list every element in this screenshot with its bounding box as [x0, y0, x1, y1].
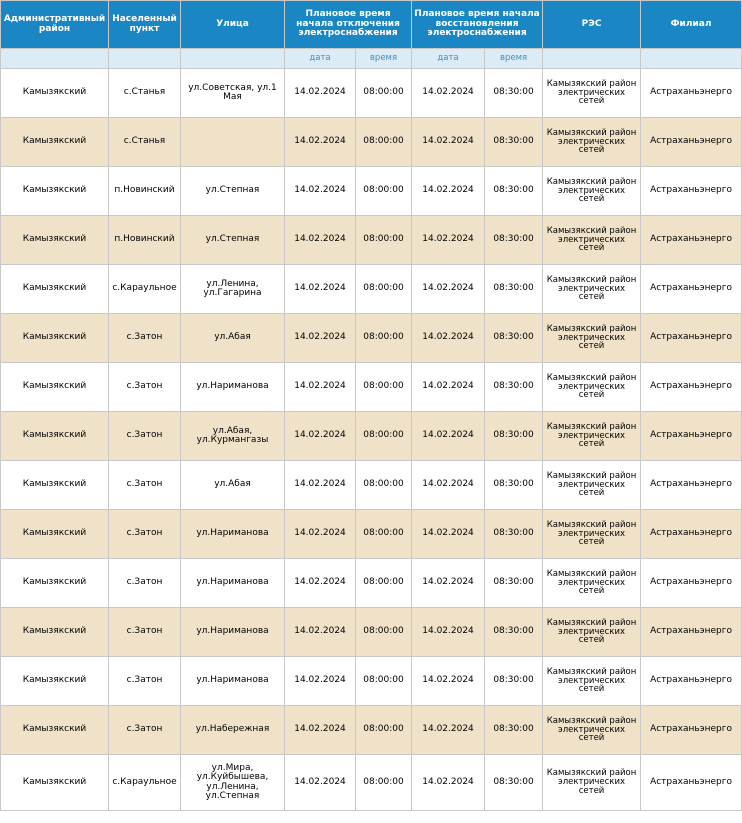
cell-restore-date: 14.02.2024: [412, 559, 485, 608]
cell-res: Камызякский район электрических сетей: [543, 265, 641, 314]
cell-outage-time: 08:00:00: [356, 167, 412, 216]
cell-street: ул.Нариманова: [181, 559, 285, 608]
cell-district: Камызякский: [1, 167, 109, 216]
cell-res: Камызякский район электрических сетей: [543, 608, 641, 657]
subheader-time: время: [356, 49, 412, 69]
cell-restore-date: 14.02.2024: [412, 755, 485, 811]
cell-restore-time: 08:30:00: [485, 412, 543, 461]
cell-restore-time: 08:30:00: [485, 755, 543, 811]
cell-restore-date: 14.02.2024: [412, 706, 485, 755]
cell-restore-date: 14.02.2024: [412, 461, 485, 510]
table-row: [1, 510, 742, 559]
cell-restore-time: 08:30:00: [485, 363, 543, 412]
cell-outage-time: 08:00:00: [356, 412, 412, 461]
cell-outage-date: 14.02.2024: [285, 118, 356, 167]
cell-restore-date: 14.02.2024: [412, 608, 485, 657]
cell-district: Камызякский: [1, 118, 109, 167]
cell-restore-time: 08:30:00: [485, 167, 543, 216]
cell-branch: Астраханьэнерго: [641, 706, 742, 755]
cell-district: Камызякский: [1, 265, 109, 314]
cell-district: Камызякский: [1, 412, 109, 461]
cell-locality: с.Затон: [109, 559, 181, 608]
cell-branch: Астраханьэнерго: [641, 657, 742, 706]
cell-outage-date: 14.02.2024: [285, 167, 356, 216]
cell-branch: Астраханьэнерго: [641, 314, 742, 363]
cell-locality: с.Затон: [109, 314, 181, 363]
cell-street: ул.Абая, ул.Курмангазы: [181, 412, 285, 461]
cell-street: ул.Нариманова: [181, 510, 285, 559]
cell-branch: Астраханьэнерго: [641, 461, 742, 510]
cell-restore-date: 14.02.2024: [412, 167, 485, 216]
cell-restore-date: 14.02.2024: [412, 510, 485, 559]
cell-branch: Астраханьэнерго: [641, 559, 742, 608]
cell-res: Камызякский район электрических сетей: [543, 216, 641, 265]
cell-branch: Астраханьэнерго: [641, 69, 742, 118]
table-row: [1, 167, 742, 216]
cell-outage-time: 08:00:00: [356, 706, 412, 755]
cell-branch: Астраханьэнерго: [641, 265, 742, 314]
subheader-date: дата: [285, 49, 356, 69]
cell-restore-time: 08:30:00: [485, 265, 543, 314]
table-row: [1, 461, 742, 510]
cell-outage-date: 14.02.2024: [285, 363, 356, 412]
cell-restore-time: 08:30:00: [485, 216, 543, 265]
cell-outage-time: 08:00:00: [356, 265, 412, 314]
cell-branch: Астраханьэнерго: [641, 167, 742, 216]
cell-street: ул.Нариманова: [181, 608, 285, 657]
table-body: [1, 69, 742, 811]
cell-district: Камызякский: [1, 314, 109, 363]
table-row: [1, 608, 742, 657]
cell-restore-date: 14.02.2024: [412, 265, 485, 314]
cell-branch: Астраханьэнерго: [641, 510, 742, 559]
cell-restore-time: 08:30:00: [485, 657, 543, 706]
cell-res: Камызякский район электрических сетей: [543, 167, 641, 216]
cell-locality: с.Станья: [109, 69, 181, 118]
cell-res: Камызякский район электрических сетей: [543, 118, 641, 167]
cell-restore-time: 08:30:00: [485, 118, 543, 167]
cell-res: Камызякский район электрических сетей: [543, 510, 641, 559]
cell-district: Камызякский: [1, 363, 109, 412]
cell-district: Камызякский: [1, 755, 109, 811]
table-row: [1, 706, 742, 755]
header-restore-start: Плановое время начала восстановления электроснабжения: [412, 1, 543, 49]
table-row: [1, 69, 742, 118]
cell-street: ул.Ленина, ул.Гагарина: [181, 265, 285, 314]
cell-locality: с.Караульное: [109, 265, 181, 314]
cell-locality: с.Затон: [109, 657, 181, 706]
table-row: [1, 657, 742, 706]
cell-street: ул.Абая: [181, 314, 285, 363]
cell-locality: с.Караульное: [109, 755, 181, 811]
cell-restore-time: 08:30:00: [485, 706, 543, 755]
cell-outage-date: 14.02.2024: [285, 559, 356, 608]
cell-branch: Астраханьэнерго: [641, 412, 742, 461]
cell-outage-time: 08:00:00: [356, 461, 412, 510]
cell-locality: п.Новинский: [109, 167, 181, 216]
cell-branch: Астраханьэнерго: [641, 608, 742, 657]
cell-res: Камызякский район электрических сетей: [543, 363, 641, 412]
cell-outage-time: 08:00:00: [356, 216, 412, 265]
cell-restore-date: 14.02.2024: [412, 412, 485, 461]
cell-district: Камызякский: [1, 608, 109, 657]
header-res: РЭС: [543, 1, 641, 49]
table-row: [1, 363, 742, 412]
header-locality: Населенный пункт: [109, 1, 181, 49]
cell-res: Камызякский район электрических сетей: [543, 706, 641, 755]
cell-locality: п.Новинский: [109, 216, 181, 265]
cell-district: Камызякский: [1, 69, 109, 118]
cell-outage-date: 14.02.2024: [285, 510, 356, 559]
cell-district: Камызякский: [1, 510, 109, 559]
cell-res: Камызякский район электрических сетей: [543, 314, 641, 363]
cell-outage-time: 08:00:00: [356, 363, 412, 412]
table-row: [1, 755, 742, 811]
cell-street: ул.Степная: [181, 167, 285, 216]
cell-outage-time: 08:00:00: [356, 559, 412, 608]
header-row: [1, 1, 742, 49]
cell-restore-date: 14.02.2024: [412, 657, 485, 706]
cell-locality: с.Затон: [109, 461, 181, 510]
table-row: [1, 412, 742, 461]
cell-outage-date: 14.02.2024: [285, 265, 356, 314]
cell-street: ул.Мира, ул.Куйбышева, ул.Ленина, ул.Степная: [181, 755, 285, 811]
cell-district: Камызякский: [1, 461, 109, 510]
cell-res: Камызякский район электрических сетей: [543, 559, 641, 608]
table-row: [1, 216, 742, 265]
subheader-empty: [181, 49, 285, 69]
cell-street: ул.Набережная: [181, 706, 285, 755]
cell-outage-date: 14.02.2024: [285, 461, 356, 510]
table-row: [1, 265, 742, 314]
header-street: Улица: [181, 1, 285, 49]
cell-branch: Астраханьэнерго: [641, 755, 742, 811]
cell-locality: с.Затон: [109, 706, 181, 755]
cell-locality: с.Станья: [109, 118, 181, 167]
cell-restore-time: 08:30:00: [485, 510, 543, 559]
cell-district: Камызякский: [1, 706, 109, 755]
header-outage-start: Плановое время начала отключения электроснабжения: [285, 1, 412, 49]
cell-outage-time: 08:00:00: [356, 510, 412, 559]
cell-restore-time: 08:30:00: [485, 461, 543, 510]
cell-locality: с.Затон: [109, 412, 181, 461]
cell-street: ул.Советская, ул.1 Мая: [181, 69, 285, 118]
cell-restore-date: 14.02.2024: [412, 363, 485, 412]
cell-district: Камызякский: [1, 559, 109, 608]
cell-outage-date: 14.02.2024: [285, 314, 356, 363]
cell-outage-date: 14.02.2024: [285, 69, 356, 118]
cell-district: Камызякский: [1, 216, 109, 265]
cell-res: Камызякский район электрических сетей: [543, 461, 641, 510]
cell-street: ул.Нариманова: [181, 657, 285, 706]
cell-locality: с.Затон: [109, 608, 181, 657]
cell-street: [181, 118, 285, 167]
cell-restore-time: 08:30:00: [485, 559, 543, 608]
cell-restore-time: 08:30:00: [485, 69, 543, 118]
cell-res: Камызякский район электрических сетей: [543, 657, 641, 706]
subheader-time: время: [485, 49, 543, 69]
subheader-empty: [109, 49, 181, 69]
cell-outage-date: 14.02.2024: [285, 608, 356, 657]
cell-branch: Астраханьэнерго: [641, 118, 742, 167]
cell-outage-time: 08:00:00: [356, 608, 412, 657]
cell-outage-time: 08:00:00: [356, 69, 412, 118]
subheader-date: дата: [412, 49, 485, 69]
cell-district: Камызякский: [1, 657, 109, 706]
cell-outage-date: 14.02.2024: [285, 412, 356, 461]
subheader-empty: [1, 49, 109, 69]
cell-outage-date: 14.02.2024: [285, 216, 356, 265]
cell-outage-time: 08:00:00: [356, 314, 412, 363]
subheader-empty: [641, 49, 742, 69]
cell-restore-date: 14.02.2024: [412, 216, 485, 265]
cell-branch: Астраханьэнерго: [641, 363, 742, 412]
cell-restore-time: 08:30:00: [485, 314, 543, 363]
cell-locality: с.Затон: [109, 510, 181, 559]
table-row: [1, 118, 742, 167]
table-row: [1, 314, 742, 363]
cell-restore-date: 14.02.2024: [412, 118, 485, 167]
cell-branch: Астраханьэнерго: [641, 216, 742, 265]
cell-res: Камызякский район электрических сетей: [543, 69, 641, 118]
cell-locality: с.Затон: [109, 363, 181, 412]
cell-street: ул.Нариманова: [181, 363, 285, 412]
header-branch: Филиал: [641, 1, 742, 49]
cell-outage-time: 08:00:00: [356, 657, 412, 706]
cell-outage-date: 14.02.2024: [285, 706, 356, 755]
cell-outage-date: 14.02.2024: [285, 657, 356, 706]
cell-restore-date: 14.02.2024: [412, 314, 485, 363]
cell-restore-time: 08:30:00: [485, 608, 543, 657]
cell-res: Камызякский район электрических сетей: [543, 412, 641, 461]
cell-outage-date: 14.02.2024: [285, 755, 356, 811]
subheader-empty: [543, 49, 641, 69]
cell-street: ул.Степная: [181, 216, 285, 265]
cell-outage-time: 08:00:00: [356, 118, 412, 167]
cell-restore-date: 14.02.2024: [412, 69, 485, 118]
table-row: [1, 559, 742, 608]
subheader-row: [1, 49, 742, 69]
cell-outage-time: 08:00:00: [356, 755, 412, 811]
cell-street: ул.Абая: [181, 461, 285, 510]
header-district: Административный район: [1, 1, 109, 49]
cell-res: Камызякский район электрических сетей: [543, 755, 641, 811]
